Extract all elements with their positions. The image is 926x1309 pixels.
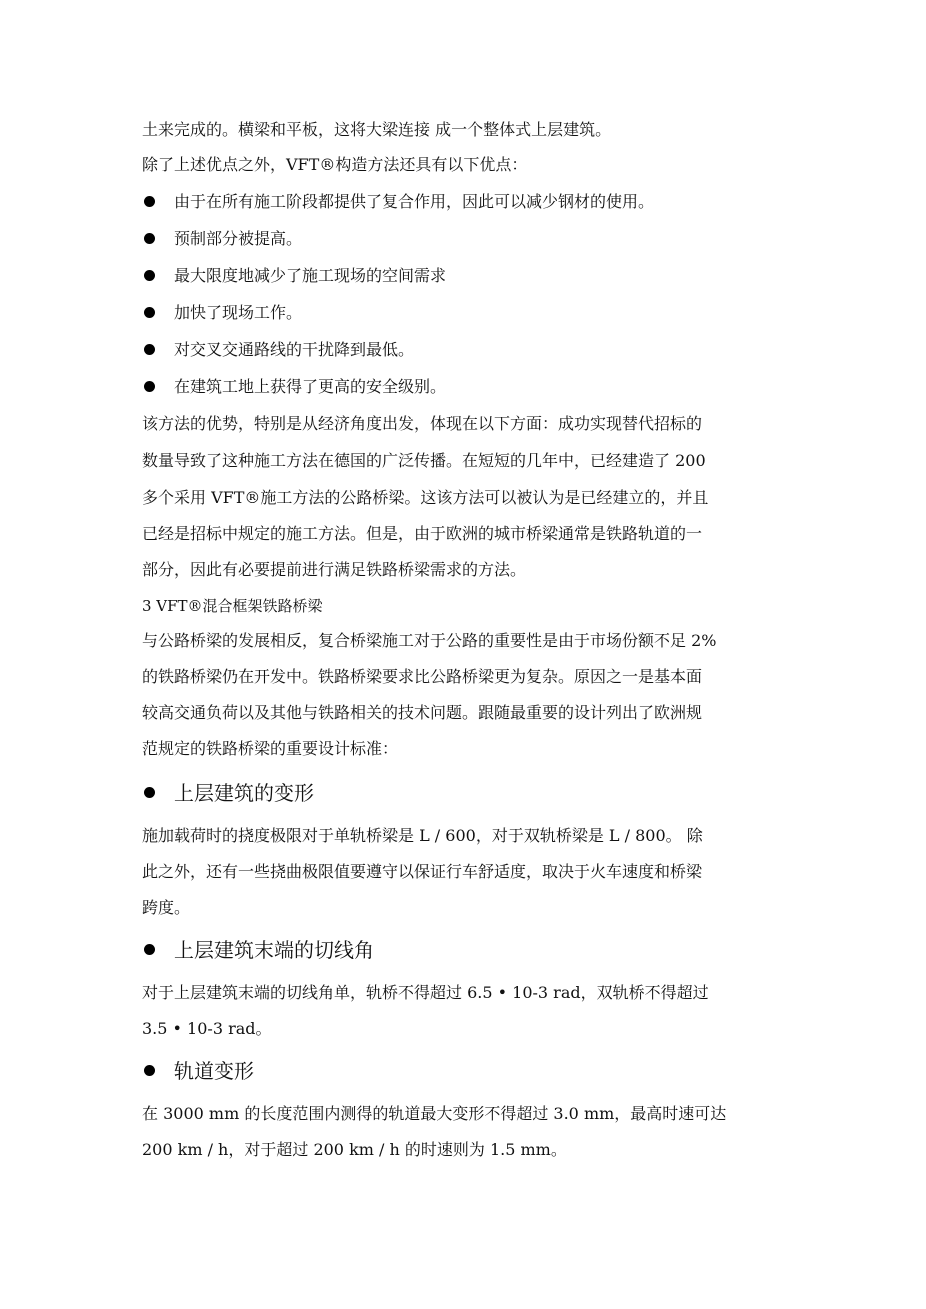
paragraph-economy-line: 数量导致了这种施工方法在德国的广泛传播。在短短的几年中，已经建造了 200	[142, 451, 706, 470]
advantage-text: 最大限度地减少了施工现场的空间需求	[174, 266, 447, 285]
criterion-text-line: 跨度。	[142, 898, 191, 917]
bullet-icon	[144, 270, 155, 281]
bullet-icon	[144, 787, 155, 798]
criterion-text-line: 3.5 • 10-3 rad。	[142, 1019, 272, 1038]
criterion-text-line: 200 km / h，对于超过 200 km / h 的时速则为 1.5 mm。	[142, 1140, 567, 1159]
section-title: 3 VFT®混合框架铁路桥梁	[142, 597, 323, 615]
criterion-heading-text: 上层建筑的变形	[174, 781, 314, 805]
advantage-text: 由于在所有施工阶段都提供了复合作用，因此可以减少钢材的使用。	[174, 192, 655, 211]
bullet-icon	[144, 1065, 155, 1076]
section-paragraph-line: 的铁路桥梁仍在开发中。铁路桥梁要求比公路桥梁更为复杂。原因之一是基本面	[142, 667, 703, 686]
bullet-icon	[144, 381, 155, 392]
criterion-heading-text: 上层建筑末端的切线角	[174, 938, 374, 962]
criterion-heading-text: 轨道变形	[174, 1059, 254, 1083]
bullet-icon	[144, 344, 155, 355]
paragraph-economy-line: 已经是招标中规定的施工方法。但是，由于欧洲的城市桥梁通常是铁路轨道的一	[142, 524, 703, 543]
paragraph-economy-line: 多个采用 VFT®施工方法的公路桥梁。这该方法可以被认为是已经建立的，并且	[142, 488, 709, 507]
bullet-icon	[144, 233, 155, 244]
section-paragraph-line: 范规定的铁路桥梁的重要设计标准：	[142, 739, 399, 758]
bullet-icon	[144, 944, 155, 955]
paragraph-economy-line: 该方法的优势，特别是从经济角度出发，体现在以下方面：成功实现替代招标的	[142, 414, 703, 433]
paragraph-advantages-intro: 除了上述优点之外，VFT®构造方法还具有以下优点：	[142, 155, 528, 174]
bullet-icon	[144, 196, 155, 207]
advantage-text: 对交叉交通路线的干扰降到最低。	[174, 340, 415, 359]
section-paragraph-line: 较高交通负荷以及其他与铁路相关的技术问题。跟随最重要的设计列出了欧洲规	[142, 703, 703, 722]
advantage-text: 在建筑工地上获得了更高的安全级别。	[174, 377, 447, 396]
paragraph-intro-tail: 土来完成的。横梁和平板，这将大梁连接 成一个整体式上层建筑。	[142, 120, 612, 139]
criterion-text-line: 对于上层建筑末端的切线角单，轨桥不得超过 6.5 • 10-3 rad，双轨桥不得超过	[142, 983, 709, 1002]
criterion-text-line: 此之外，还有一些挠曲极限值要遵守以保证行车舒适度，取决于火车速度和桥梁	[142, 862, 703, 881]
criterion-text-line: 施加载荷时的挠度极限对于单轨桥梁是 L / 600，对于双轨桥梁是 L / 800。 除	[142, 826, 703, 845]
paragraph-economy-line: 部分，因此有必要提前进行满足铁路桥梁需求的方法。	[142, 560, 527, 579]
section-paragraph-line: 与公路桥梁的发展相反，复合桥梁施工对于公路的重要性是由于市场份额不足 2%	[142, 631, 717, 650]
advantage-text: 加快了现场工作。	[174, 303, 303, 322]
bullet-icon	[144, 307, 155, 318]
criterion-text-line: 在 3000 mm 的长度范围内测得的轨道最大变形不得超过 3.0 mm，最高时速可达	[142, 1104, 727, 1123]
advantage-text: 预制部分被提高。	[174, 229, 303, 248]
